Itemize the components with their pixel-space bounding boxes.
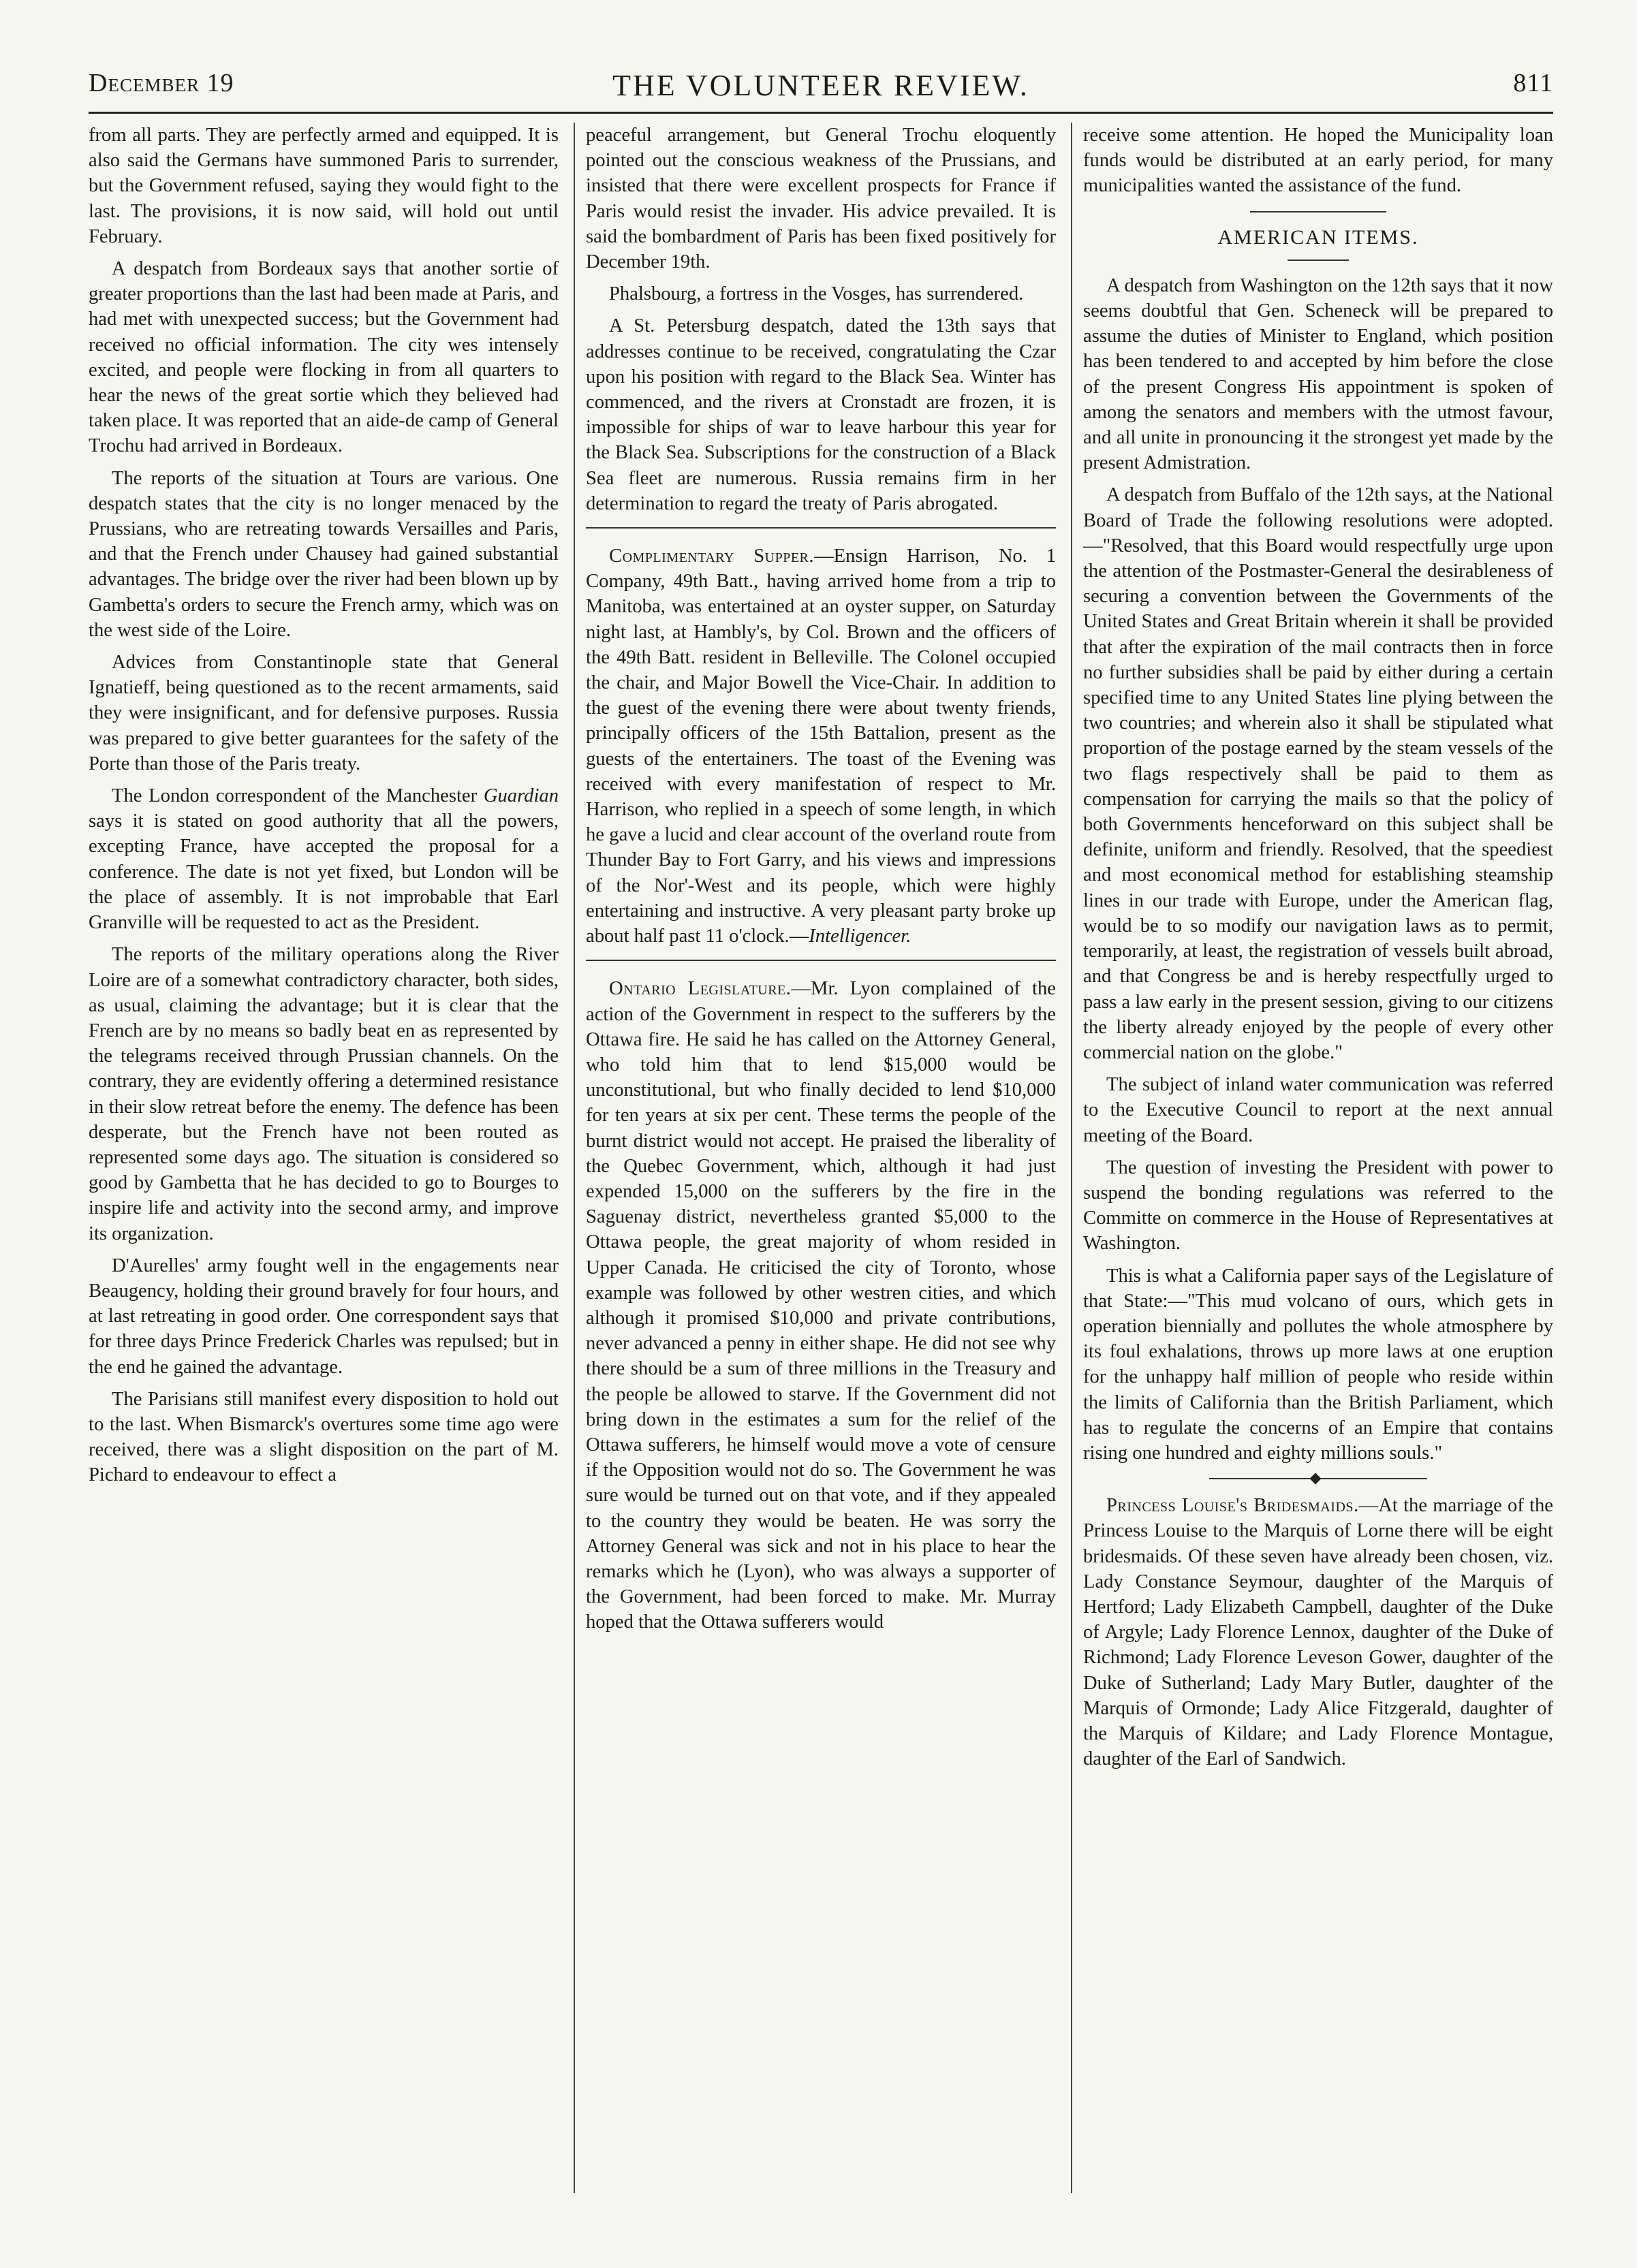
text-run: —Mr. Lyon complained of the action of the Government in respect to the sufferers by the Ottawa fire. He said he has called on the Attorney General, who told him that to lend $15,000 would be unconstitutional, but who finally decided to lend $10,000 for ten years at six per cent. These terms the people of the burnt district would not accept. He praised the liberality of the Quebec Government, which, although it had just expended 15,000 on the sufferers by the fire in the Saguenay district, nevertheless granted $5,000 to the Ottawa people, the great majority of whom resided in Upper Canada. He criticised the city of Toronto, whose example was followed by other westren cities, and which although it promised $10,000 and private contributions, never advanced a penny in either shape. He did not see why there should be a sum of three millions in the Treasury and the people be allowed to starve. If the Government did not bring down in the estimates a sum for the relief of the Ottawa sufferers, he himself would move a vote of censure if the Opposition would not do so. The Government he was sure would be turned out on that vote, and if they appealed to the country they would be beaten. He was sorry the Attorney General was sick and not in his place to hear the remarks which he (Lyon), who was always a supporter of the Government, had been forced to make. Mr. Murray hoped that the Ottawa sufferers would: [586, 978, 1056, 1633]
column-rule: [574, 123, 575, 2193]
paragraph: Advices from Constantinople state that General Ignatieff, being questioned as to the recent armaments, said they were insignificant, and for defensive purposes. Russia was prepared to give better guarantees for the safety of the Porte than those of the Paris treaty.: [89, 652, 559, 774]
article-princess-louise-bridesmaids: [1083, 1493, 1553, 1771]
text-run: The London correspondent of the Manchester: [112, 785, 484, 807]
text-run: says it is stated on good authority that all the powers, excepting France, have accepted the proposal for a conference. The date is not yet fixed, but London will be the place of assembly. It is not improbable that Earl Granville will be requested to act as the President.: [89, 810, 559, 934]
column-rule: [1071, 123, 1072, 2193]
section-divider: [586, 960, 1056, 961]
article-ontario-legislature: [586, 976, 1056, 1635]
article-runin-title: Ontario Legislature.: [609, 978, 792, 1000]
title-underline: [1288, 259, 1349, 261]
section-divider: [1250, 211, 1386, 212]
paragraph: [89, 783, 559, 935]
paragraph: The reports of the situation at Tours are various. One despatch states that the city is no longer menaced by the Prussians, who are retreating towards Versailles and Paris, and that the French under Chausey had gained substantial advantages. The bridge over the river had been blown up by Gambetta's orders to secure the French army, which was on the west side of the Loire.: [89, 467, 559, 641]
paragraph: A despatch from Bordeaux says that another sortie of greater proportions than the last had been made at Paris, and had met with unexpected success; but the Government had received no official information. The city wes intensely excited, and people were flocking in from all quarters to hear the news of the great sortie which they believed had taken place. It was reported that an aide-de camp of General Trochu had arrived in Bordeaux.: [89, 258, 559, 457]
column-3: [1083, 123, 1553, 2193]
text-run: —Ensign Harrison, No. 1 Company, 49th Batt., having arrived home from a trip to Manitoba, was entertained at an oyster supper, on Saturday night last, at Hambly's, by Col. Brown and the officers of the 49th Batt. resident in Belleville. The Colonel occupied the chair, and Major Bowell the Vice-Chair. In addition to the guest of the evening there were about twenty friends, principally officers of the 15th Battalion, present as the guests of the entertainers. The toast of the Evening was received with every manifestation of respect to Mr. Harrison, who replied in a speech of some length, in which he gave a lucid and clear account of the overland route from Thunder Bay to Fort Garry, and his views and impressions of the Nor'-West and its people, which were highly entertaining and instructive. A very pleasant party broke up about half past 11 o'clock.—: [586, 546, 1056, 947]
article-runin-title: Princess Louise's Bridesmaids.: [1106, 1495, 1359, 1517]
paragraph: This is what a California paper says of the Legislature of that State:—"This mud volcano of ours, which gets in operation biennially and pollutes the whole atmosphere by its foul exhalations, throws up more laws at one eruption for the unhappy half million of people who reside within the limits of California than the British Parliament, which has to regulate the concerns of an Empire that contains rising one hundred and eighty millions souls.": [1083, 1265, 1553, 1464]
ornamental-divider: [1209, 1478, 1427, 1479]
column-1: [89, 123, 559, 2193]
paragraph: The reports of the military operations along the River Loire are of a somewhat contradictory character, both sides, as usual, claiming the advantage; but it is clear that the French are by no means so badly beat en as represented by the telegrams received through Prussian channels. On the contrary, they are evidently offering a determined resistance in their slow retreat before the enemy. The defence has been desperate, but the French have not been routed as represented some days ago. The situation is considered so good by Gambetta that he has decided to go to Bourges to inspire life and activity into the second army, and improve its organization.: [89, 944, 559, 1244]
paragraph: peaceful arrangement, but General Trochu eloquently pointed out the conscious weakness of the Prussians, and insisted that there were excellent prospects for France if Paris would resist the invader. His advice prevailed. It is said the bombardment of Paris has been fixed positively for December 19th.: [586, 125, 1056, 273]
paragraph: The question of investing the President with power to suspend the bonding regulations was referred to the Committe on commerce in the House of Representatives at Washington.: [1083, 1156, 1553, 1255]
paragraph: A despatch from Washington on the 12th says that it now seems doubtful that Gen. Scheneck will be prepared to assume the duties of Minister to England, which position has been tendered to and accepted by him before the close of the present Congress His appointment is spoken of among the senators and members with the utmost favour, and all unite in pronouncing it the strongest yet made by the present Admistration.: [1083, 274, 1553, 474]
text-run: —At the marriage of the Princess Louise to the Marquis of Lorne there will be eight bridesmaids. Of these seven have already been chosen, viz. Lady Constance Seymour, daughter of the Marquis of Hertford; Lady Elizabeth Campbell, daughter of the Duke of Argyle; Lady Florence Lennox, daughter of the Duke of Richmond; Lady Florence Leveson Gower, daughter of the Duke of Sutherland; Lady Mary Butler, daughter of the Marquis of Ormonde; Lady Alice Fitzgerald, daughter of the Marquis of Kildare; and Lady Florence Montague, daughter of the Earl of Sandwich.: [1083, 1495, 1553, 1770]
column-2: [586, 123, 1056, 2193]
header-date: December 19: [89, 69, 234, 97]
page-header: [89, 68, 1553, 114]
section-title: AMERICAN ITEMS.: [1217, 225, 1419, 249]
paragraph: A despatch from Buffalo of the 12th says, at the National Board of Trade the following resolutions were adopted.—"Resolved, that this Board would respectfully urge upon the attention of the Postmaster-General the desirableness of securing a convention between the Governments of the United States and Great Britain wherein it shall be provided that after the expiration of the mail contracts then in force no further subsidies shall be paid by either during a certain specified time to any United States line plying between the two countries; and wherein also it shall be stipulated what proportion of the postage earned by the steam vessels of the two flags respectively shall be paid to them as compensation for carrying the mails so that the policy of both Governments henceforward on this subject shall be definite, uniform and friendly. Resolved, that the speediest and most economical method for establishing steamship lines in our trade with Europe, under the American flag, would be to so modify our navigation laws as to permit, temporarily, at least, the registration of vessels built abroad, and that Congress be and is hereby respectfully urged to pass a law early in the present session, giving to our citizens the liberty already enjoyed by the people of every other commercial nation on the globe.": [1083, 484, 1553, 1063]
source-credit: Intelligencer.: [809, 926, 911, 947]
article-complimentary-supper: [586, 544, 1056, 949]
paragraph: D'Aurelles' army fought well in the engagements near Beaugency, holding their ground bravely for four hours, and at last retreating in good order. One correspondent says that for three days Prince Frederick Charles was repulsed; but in the end he gained the advantage.: [89, 1255, 559, 1378]
masthead-title: THE VOLUNTEER REVIEW.: [612, 69, 1029, 102]
article-runin-title: Complimentary Supper.: [609, 546, 815, 567]
paragraph: Phalsbourg, a fortress in the Vosges, has surrendered.: [609, 283, 1024, 305]
paragraph: A St. Petersburg despatch, dated the 13th says that addresses continue to be received, congratulating the Czar upon his position with regard to the Black Sea. Winter has commenced, and the rivers at Cronstadt are frozen, it is impossible for ships of war to leave harbour this year for the Black Sea. Subscriptions for the construction of a Black Sea fleet are numerous. Russia remains firm in her determination to regard the treaty of Paris abrogated.: [586, 315, 1056, 514]
section-divider: [586, 527, 1056, 529]
paragraph: from all parts. They are perfectly armed and equipped. It is also said the Germans have summoned Paris to surrender, but the Government refused, saying they would fight to the last. The provisions, it is now said, will hold out until February.: [89, 125, 559, 247]
paragraph: The subject of inland water communication was referred to the Executive Council to report at the next annual meeting of the Board.: [1083, 1074, 1553, 1146]
diamond-ornament-icon: [1310, 1473, 1322, 1485]
page-number: 811: [1513, 69, 1553, 97]
paragraph: receive some attention. He hoped the Municipality loan funds would be distributed at an early period, for many municipalities wanted the assistance of the fund.: [1083, 125, 1553, 197]
paragraph: The Parisians still manifest every disposition to hold out to the last. When Bismarck's overtures some time ago were received, there was a slight disposition on the part of M. Pichard to endeavour to effect a: [89, 1388, 559, 1486]
article-columns: [89, 123, 1553, 2193]
newspaper-name: Guardian: [483, 785, 559, 807]
